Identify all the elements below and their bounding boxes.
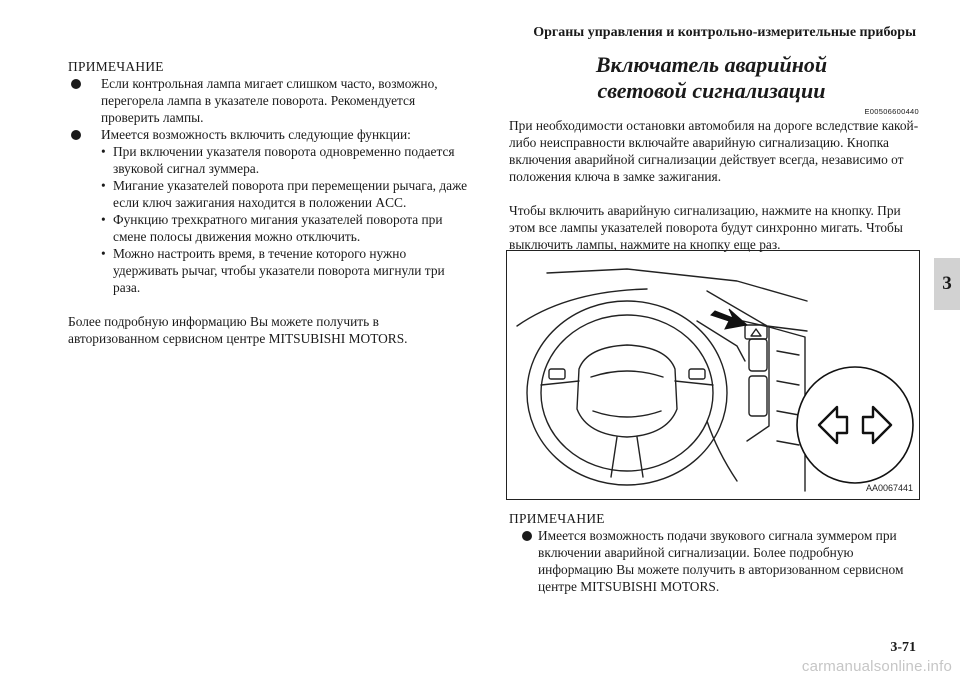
sub-item-text: Мигание указателей поворота при перемещении рычага, даже если ключ зажигания находится в положении ACC. [113,178,468,210]
right-column [509,52,919,253]
more-info-text: Более подробную информацию Вы можете получить в авторизованном сервисном центре MITSUBISHI MOTORS. [68,314,408,346]
note-label: ПРИМЕЧАНИЕ [68,59,164,74]
sub-item [68,211,468,245]
dashboard-illustration [507,251,920,500]
zoom-circle [797,367,913,483]
running-header: Органы управления и контрольно-измерительные приборы [533,25,916,40]
bullet-dot-icon [522,531,532,541]
sub-bullet-icon: • [101,178,106,193]
sub-item-text: При включении указателя поворота одновременно подается звуковой сигнал зуммера. [113,144,455,176]
sub-item-text: Можно настроить время, в течение которого нужно удерживать рычаг, чтобы указатели поворота мигнули три раза. [113,246,445,295]
bullet-dot-icon [71,79,81,89]
hub-detail [591,371,663,377]
sub-item [68,143,468,177]
wheel-spoke [675,381,713,385]
watermark[interactable]: carmanualsonline.info [801,658,952,675]
hazard-button [745,325,767,339]
bullet-dot-icon [71,130,81,140]
section-heading-line: световой сигнализации [597,78,826,103]
wheel-spoke [541,381,579,385]
note-bullet [68,75,468,126]
console-detail [777,351,799,445]
hub-detail [593,411,661,417]
dash-line [707,421,737,481]
dash-line [517,289,647,326]
spoke-button [549,369,565,379]
sub-item [68,245,468,296]
right-note [509,510,929,595]
hazard-triangle-icon [751,329,761,336]
section-code: E00506600440 [864,107,919,116]
steering-wheel-inner [541,315,713,471]
note-bullet-text: Если контрольная лампа мигает слишком часто, возможно, перегорела лампа в указателе поворота. Рекомендуется проверить лампы. [101,76,438,125]
steering-hub [577,345,677,437]
sub-bullet-icon: • [101,212,106,227]
section-heading-line: Включатель аварийной [595,52,828,77]
sub-item-text: Функцию трехкратного мигания указателей поворота при смене полосы движения можно отключить. [113,212,443,244]
hazard-switch-figure [506,250,920,500]
paragraph: Чтобы включить аварийную сигнализацию, нажмите на кнопку. При этом все лампы указателей поворота будут синхронно мигать. Чтобы выключить лампы, нажмите на кнопку еще раз. [509,203,903,252]
note-bullet-text: Имеется возможность включить следующие функции: [101,127,411,142]
note-bullet [68,126,468,143]
left-column [68,58,468,347]
note-bullet-text: Имеется возможность подачи звукового сигнала зуммером при включении аварийной сигнализации. Более подробную информацию Вы можете получить в авторизованном сервисном центре MITSUBISHI MOTORS. [538,528,904,594]
paragraph: При необходимости остановки автомобиля на дороге вследствие какой-либо неисправности включайте аварийную сигнализацию. Кнопка включения аварийной сигнализации действует всегда, независимо от положения ключа в замке зажигания. [509,118,919,184]
page-number: 3-71 [890,640,916,655]
sub-bullet-icon: • [101,246,106,261]
note-bullet [509,527,929,595]
air-vent [749,339,767,371]
section-heading [504,52,919,104]
spoke-button [689,369,705,379]
figure-code: AA0067441 [865,483,913,493]
sub-bullet-icon: • [101,144,106,159]
sub-item [68,177,468,211]
air-vent [749,376,767,416]
chapter-tab[interactable]: 3 [934,258,960,310]
pointer-arrow-icon [711,309,747,329]
steering-wheel-outer [527,301,727,485]
note-label: ПРИМЕЧАНИЕ [509,511,605,526]
